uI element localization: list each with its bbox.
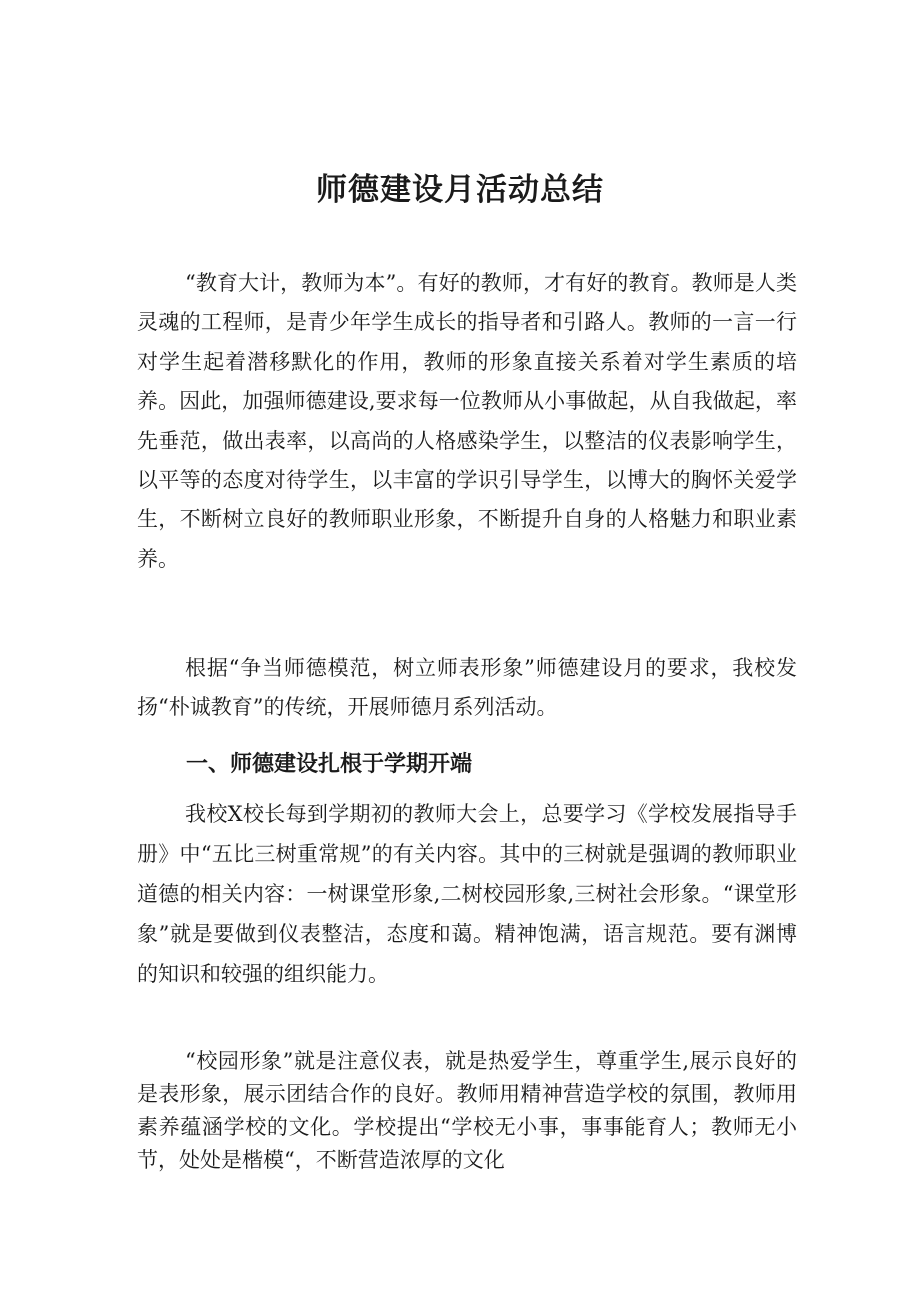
activity-paragraph: 根据“争当师德模范，树立师表形象”师德建设月的要求，我校发扬“朴诚教育”的传统，开展师德月系列活动。 [137, 656, 797, 720]
section-paragraph-classroom: 我校X校长每到学期初的教师大会上，总要学习《学校发展指导手册》中“五比三树重常规”的有关内容。其中的三树就是强调的教师职业道德的相关内容：一树课堂形象,二树校园形象,三树社会形象。“课堂形象”就是要做到仪表整洁，态度和蔼。精神饱满，语言规范。要有渊博的知识和较强的组织能力。 [137, 802, 797, 986]
document-title: 师德建设月活动总结 [316, 172, 604, 208]
section-heading: 一、师德建设扎根于学期开端 [186, 752, 473, 777]
intro-paragraph: “教育大计，教师为本”。有好的教师，才有好的教育。教师是人类灵魂的工程师，是青少年学生成长的指导者和引路人。教师的一言一行对学生起着潜移默化的作用，教师的形象直接关系着对学生素质的培养。因此，加强师德建设,要求每一位教师从小事做起，从自我做起，率先垂范，做出表率，以高尚的人格感染学生，以整洁的仪表影响学生，以平等的态度对待学生，以丰富的学识引导学生，以博大的胸怀关爱学生，不断树立良好的教师职业形象，不断提升自身的人格魅力和职业素养。 [137, 271, 797, 571]
section-paragraph-campus: “校园形象”就是注意仪表，就是热爱学生，尊重学生,展示良好的是表形象，展示团结合作的良好。教师用精神营造学校的氛围，教师用素养蕴涵学校的文化。学校提出“学校无小事，事事能育人；教师无小节，处处是楷模“，不断营造浓厚的文化 [137, 1049, 797, 1172]
